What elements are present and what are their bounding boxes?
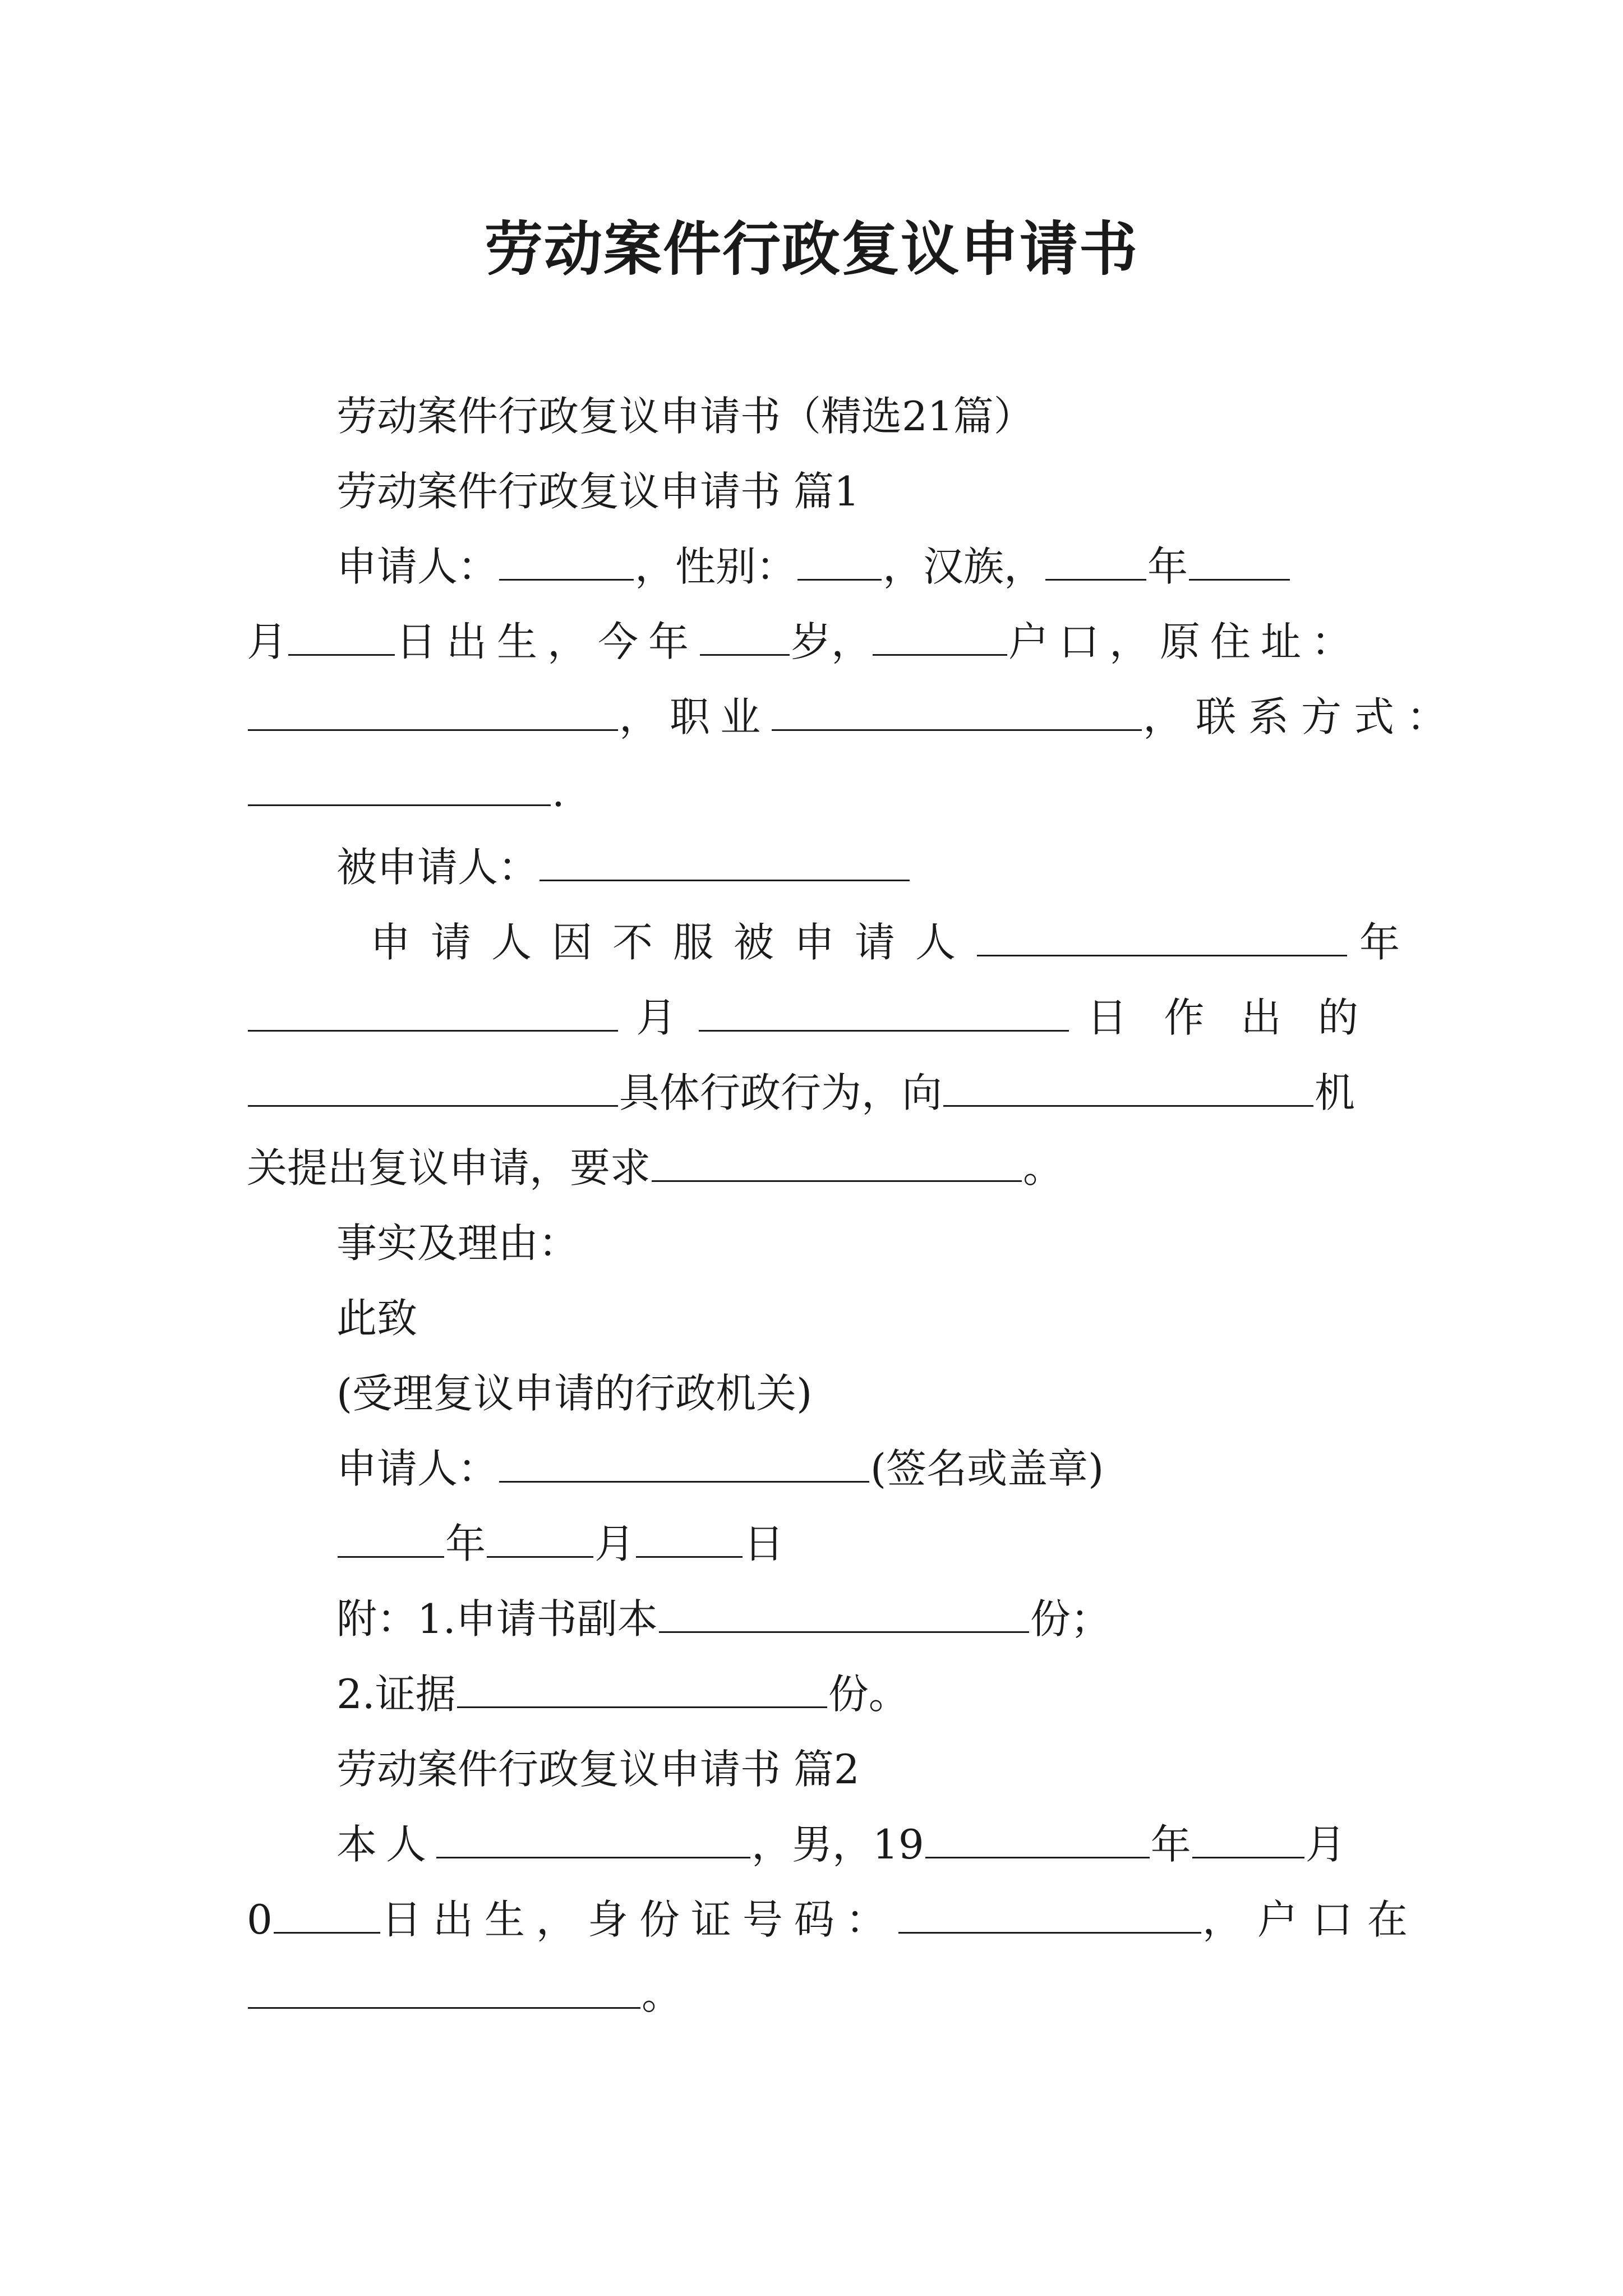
s2-text-c: 年 — [1150, 1821, 1191, 1868]
s2-text-3end: 。 — [642, 1971, 683, 2018]
blank-field — [699, 995, 1069, 1032]
ethnicity-text: ，汉族， — [883, 543, 1045, 590]
month-text: 月 — [247, 618, 288, 665]
request-organ: 机 — [1315, 1069, 1355, 1116]
s2-text-2b: 日出生，身份证号码： — [381, 1896, 897, 1943]
s2-text-2a: 0 — [247, 1896, 273, 1943]
section-2-line-3 — [247, 1967, 682, 2023]
blank-field — [288, 619, 395, 656]
attachment-2-text: 2.证据 — [336, 1671, 456, 1718]
s2-text-b: ，男，19 — [751, 1821, 924, 1868]
blank-field — [772, 694, 1142, 731]
contact-text: ，联系方式： — [1143, 693, 1460, 740]
blank-field — [873, 619, 1007, 656]
blank-field — [797, 544, 882, 581]
salutation: 此致 — [336, 1295, 418, 1342]
attachment-1-suffix: 份； — [1030, 1595, 1111, 1642]
applicant-label: 申请人： — [336, 543, 499, 590]
blank-field — [1192, 1822, 1304, 1858]
applicant-line-4 — [247, 764, 565, 820]
period-text: . — [552, 769, 565, 816]
blank-field — [487, 1521, 593, 1558]
request-year: 年 — [1359, 919, 1400, 966]
applicant-line-3 — [247, 689, 1459, 745]
section-2-line-2 — [247, 1892, 1422, 1948]
respondent-line — [336, 839, 911, 895]
blank-field — [338, 1521, 444, 1558]
blank-field — [248, 694, 618, 731]
applicant-line-2 — [247, 614, 1362, 670]
blank-field — [274, 1897, 380, 1934]
request-text-1: 申请人因不服被申请人 — [370, 919, 976, 966]
blank-field — [652, 1145, 1022, 1182]
request-line-1 — [370, 914, 1400, 970]
signature-note: (签名或盖章) — [870, 1445, 1104, 1492]
s2-text-2c: ，户口在 — [1202, 1896, 1422, 1943]
blank-field — [436, 1822, 750, 1858]
blank-field — [248, 770, 551, 806]
blank-field — [700, 619, 790, 656]
blank-field — [1189, 544, 1290, 581]
section-1-heading: 劳动案件行政复议申请书 篇1 — [336, 468, 860, 515]
age-text: 岁， — [791, 618, 872, 665]
blank-field — [457, 1672, 827, 1708]
blank-field — [540, 845, 910, 881]
blank-field — [248, 1972, 640, 2009]
blank-field — [1045, 544, 1146, 581]
attachment-2-suffix: 份。 — [828, 1671, 909, 1718]
blank-field — [977, 920, 1347, 956]
hukou-text: 户口，原住址： — [1008, 618, 1362, 665]
request-line-2 — [247, 990, 1391, 1046]
applicant-line-1 — [336, 539, 1291, 595]
occupation-text: ，职业 — [619, 693, 771, 740]
year-text: 年 — [1147, 543, 1188, 590]
signature-label: 申请人： — [336, 1445, 499, 1492]
s2-text-d: 月 — [1305, 1821, 1346, 1868]
document-title: 劳动案件行政复议申请书 — [484, 214, 1138, 283]
document-subtitle: 劳动案件行政复议申请书（精选21篇） — [336, 393, 1034, 440]
recipient-note: (受理复议申请的行政机关) — [336, 1370, 813, 1417]
blank-field — [499, 544, 634, 581]
gender-label: ，性别： — [635, 543, 797, 590]
attachment-1 — [336, 1591, 1111, 1647]
attachment-1-text: 附：1.申请书副本 — [336, 1595, 658, 1642]
request-end: 。 — [1023, 1144, 1064, 1191]
blank-field — [925, 1822, 1150, 1858]
request-line-3 — [247, 1065, 1355, 1121]
s2-text-a: 本人 — [336, 1821, 436, 1868]
date-year: 年 — [445, 1520, 486, 1567]
blank-field — [898, 1897, 1201, 1934]
date-day: 日 — [744, 1520, 785, 1567]
date-line — [336, 1516, 784, 1572]
respondent-label: 被申请人： — [336, 844, 539, 891]
request-line-4 — [247, 1140, 1063, 1196]
blank-field — [499, 1446, 869, 1483]
section-2-line-1 — [336, 1816, 1346, 1872]
request-day-made: 日作出的 — [1087, 994, 1391, 1041]
blank-field — [659, 1596, 1029, 1633]
blank-field — [248, 1070, 618, 1107]
blank-field — [943, 1070, 1313, 1107]
blank-field — [636, 1521, 743, 1558]
date-month: 月 — [594, 1520, 635, 1567]
born-text: 日出生，今年 — [396, 618, 699, 665]
attachment-2 — [336, 1666, 909, 1722]
section-2-heading: 劳动案件行政复议申请书 篇2 — [336, 1746, 860, 1793]
facts-heading: 事实及理由： — [336, 1220, 579, 1267]
request-action: 具体行政行为，向 — [619, 1069, 943, 1116]
request-month: 月 — [636, 994, 681, 1041]
signature-line — [336, 1441, 1104, 1497]
blank-field — [248, 995, 618, 1032]
request-text-4: 关提出复议申请，要求 — [247, 1144, 651, 1191]
